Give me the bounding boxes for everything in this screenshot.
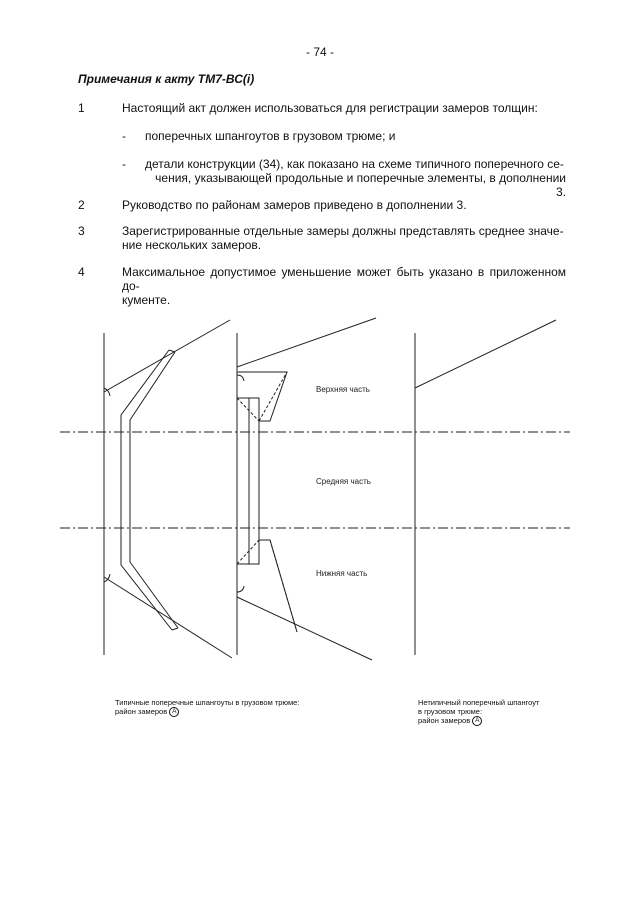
upper-zone-label: Верхняя часть <box>316 385 370 394</box>
notes-heading: Примечания к акту ТМ7-ВС(i) <box>78 72 255 86</box>
caption-line: Нетипичный поперечный шпангоут <box>418 698 540 707</box>
caption-line <box>115 707 299 717</box>
caption-typical <box>115 698 299 717</box>
area-a-marker: A <box>169 707 179 717</box>
note-line: кументе. <box>122 293 171 307</box>
note-number: 3 <box>78 224 85 238</box>
note-line: Руководство по районам замеров приведено в дополнении 3. <box>122 198 467 212</box>
note-line: ние нескольких замеров. <box>122 238 262 252</box>
page-number: - 74 - <box>305 45 334 59</box>
note-number: 1 <box>78 101 85 115</box>
upper-hopper-line <box>104 320 230 392</box>
bullet-dash: - <box>122 129 126 143</box>
note-number: 2 <box>78 198 85 212</box>
upper-bracket <box>237 372 287 421</box>
note-number: 4 <box>78 265 85 279</box>
lower-zone-label: Нижняя часть <box>316 569 368 578</box>
note-line: Настоящий акт должен использоваться для регистрации замеров толщин: <box>122 101 538 115</box>
frame-web <box>237 398 259 564</box>
caption-line: в грузовом трюме: <box>418 707 483 716</box>
caption-text: район замеров <box>418 716 471 725</box>
frame-outer-flange <box>121 350 172 630</box>
bullet-line: поперечных шпангоутов в грузовом трюме; и <box>145 129 396 143</box>
caption-atypical <box>418 698 539 726</box>
caption-text: район замеров <box>115 707 168 716</box>
caption-line <box>418 716 539 726</box>
upper-hopper-line <box>237 318 376 367</box>
note-line: Максимальное допустимое уменьшение может быть указано в приложенном до- <box>122 265 566 293</box>
lower-hopper-line <box>237 597 372 660</box>
caption-line: Типичные поперечные шпангоуты в грузовом трюме: <box>115 698 300 707</box>
bullet-line: детали конструкции (34), как показано на схеме типичного поперечного се- <box>145 157 564 171</box>
lower-bracket <box>259 540 297 632</box>
lower-hopper-line <box>104 577 232 658</box>
bullet-dash: - <box>122 157 126 171</box>
middle-zone-label: Средняя часть <box>316 477 371 486</box>
area-a-marker: A <box>472 716 482 726</box>
upper-hopper-line <box>415 320 556 388</box>
bullet-line: чения, указывающей продольные и поперечные элементы, в дополнении 3. <box>155 171 566 199</box>
note-line: Зарегистрированные отдельные замеры должны представлять среднее значе- <box>122 224 564 238</box>
